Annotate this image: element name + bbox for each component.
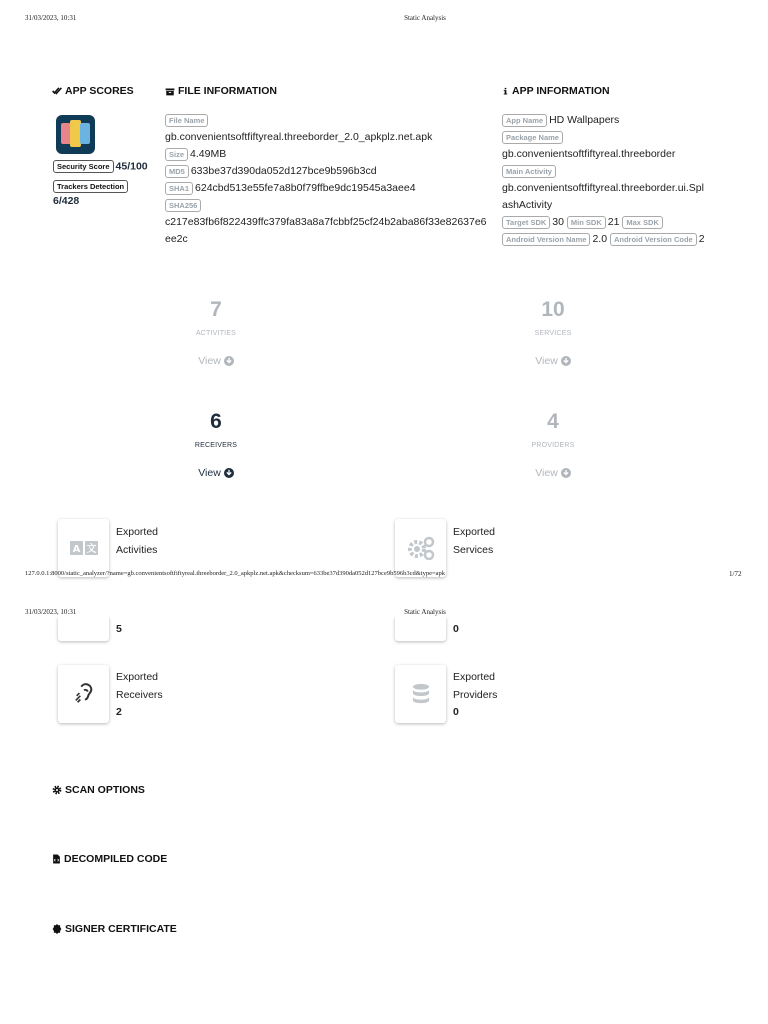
min-sdk-value: 21 bbox=[607, 216, 620, 228]
trackers-detection bbox=[53, 178, 130, 196]
exported-receivers-text: Exported Receivers 2 bbox=[116, 671, 163, 718]
main-activity-value-2: ashActivity bbox=[502, 199, 553, 211]
file-info-title: FILE INFORMATION bbox=[165, 85, 277, 97]
arrow-circle-down-icon bbox=[561, 468, 571, 478]
decompiled-code-title[interactable]: DECOMPILED CODE bbox=[52, 853, 167, 865]
exported-services-count: 0 bbox=[453, 623, 459, 635]
exported-providers-card[interactable] bbox=[395, 665, 446, 723]
receivers-stat: 6 RECEIVERS View bbox=[156, 410, 276, 479]
svg-text:A: A bbox=[72, 544, 80, 555]
exported-activities-card-tail bbox=[58, 617, 109, 641]
exported-services-card[interactable] bbox=[395, 519, 446, 577]
trackers-value: 6/428 bbox=[53, 195, 80, 207]
security-score-value: 45/100 bbox=[115, 160, 148, 173]
translate-icon bbox=[70, 541, 98, 555]
certificate-icon bbox=[52, 924, 62, 934]
print-title: Static Analysis bbox=[404, 14, 446, 22]
services-stat: 10 SERVICES View bbox=[493, 298, 613, 367]
exported-activities-count: 5 bbox=[116, 623, 122, 635]
app-scores-title: APP SCORES bbox=[52, 85, 134, 97]
trackers-label: Trackers Detection bbox=[53, 180, 128, 193]
exported-services-text: Exported Services bbox=[453, 526, 496, 556]
md5-value: 633be37d390da052d127bce9b596b3cd bbox=[190, 165, 377, 177]
package-value: gb.convenientsoftfiftyreal.threeborder bbox=[502, 148, 676, 160]
exported-activities-card[interactable] bbox=[58, 519, 109, 577]
version-code-value: 2 bbox=[698, 233, 705, 245]
sha256-value-2: ee2c bbox=[165, 233, 188, 245]
security-score bbox=[53, 160, 148, 173]
print-title-2: Static Analysis bbox=[404, 608, 446, 616]
providers-stat: 4 PROVIDERS View bbox=[493, 410, 613, 479]
app-icon bbox=[56, 115, 95, 154]
print-date-2: 31/03/2023, 10:31 bbox=[25, 608, 77, 616]
file-name-value: gb.convenientsoftfiftyreal.threeborder_2.0_apkplz.net.apk bbox=[165, 131, 433, 143]
signer-certificate-title[interactable]: SIGNER CERTIFICATE bbox=[52, 923, 177, 935]
check-double-icon bbox=[52, 86, 62, 96]
app-info-title: APP INFORMATION bbox=[502, 85, 610, 97]
info-icon bbox=[502, 86, 509, 96]
app-name-value: HD Wallpapers bbox=[549, 114, 620, 126]
page-url: 127.0.0.1:8000/static_analyzer/?name=gb.convenientsoftfiftyreal.threeborder_2.0_apkplz.net.apk&checksum=633be37d390da052d127bce9b596b3cd&type=apk bbox=[25, 570, 446, 577]
services-view-button[interactable]: View bbox=[493, 355, 613, 367]
scan-options-title[interactable]: SCAN OPTIONS bbox=[52, 784, 145, 796]
cogs-icon bbox=[407, 536, 435, 560]
exported-activities-text: Exported Activities bbox=[116, 526, 159, 556]
arrow-circle-down-icon bbox=[561, 356, 571, 366]
main-activity-value-1: gb.convenientsoftfiftyreal.threeborder.ui.Spl bbox=[502, 182, 704, 194]
file-info-block: File Name gb.convenientsoftfiftyreal.threeborder_2.0_apkplz.net.apk Size 4.49MB MD5 633be37d390da052d127bce9b596b3cd SHA1 624cbd513e55fe7a8b0f79ffbe9dc19545a3aee4 SHA256 c217e83fb6f822439ffc379fa83a8a7fcbbf25cf24b2aba86f33e82637e6 ee2c bbox=[165, 112, 495, 248]
database-icon bbox=[412, 683, 430, 705]
target-sdk-value: 30 bbox=[552, 216, 564, 228]
sha1-value: 624cbd513e55fe7a8b0f79ffbe9dc19545a3aee4 bbox=[195, 182, 416, 194]
version-name-value: 2.0 bbox=[592, 233, 608, 245]
hearing-icon bbox=[73, 683, 95, 705]
archive-icon bbox=[165, 86, 175, 96]
gear-icon bbox=[52, 785, 62, 795]
exported-services-card-tail bbox=[395, 617, 446, 641]
arrow-circle-down-icon bbox=[224, 468, 234, 478]
page-number: 1/72 bbox=[729, 570, 742, 578]
arrow-circle-down-icon bbox=[224, 356, 234, 366]
print-date: 31/03/2023, 10:31 bbox=[25, 14, 77, 22]
sha256-value-1: c217e83fb6f822439ffc379fa83a8a7fcbbf25cf24b2aba86f33e82637e6 bbox=[165, 216, 487, 228]
security-score-label: Security Score bbox=[53, 160, 114, 173]
exported-receivers-card[interactable] bbox=[58, 665, 109, 723]
app-info-block: App Name HD Wallpapers Package Name gb.convenientsoftfiftyreal.threeborder Main Activity gb.convenientsoftfiftyreal.threeborder.ui.Spl ashActivity Target SDK 30 Min SDK 21 Max SDK Android Version Name 2.0 Android Version Code 2 bbox=[502, 112, 732, 248]
file-code-icon bbox=[52, 854, 61, 864]
providers-view-button[interactable]: View bbox=[493, 467, 613, 479]
size-value: 4.49MB bbox=[190, 148, 227, 160]
svg-text:文: 文 bbox=[86, 544, 96, 555]
activities-view-button[interactable]: View bbox=[156, 355, 276, 367]
receivers-view-button[interactable]: View bbox=[156, 467, 276, 479]
activities-stat: 7 ACTIVITIES View bbox=[156, 298, 276, 367]
exported-providers-text: Exported Providers 0 bbox=[453, 671, 498, 718]
